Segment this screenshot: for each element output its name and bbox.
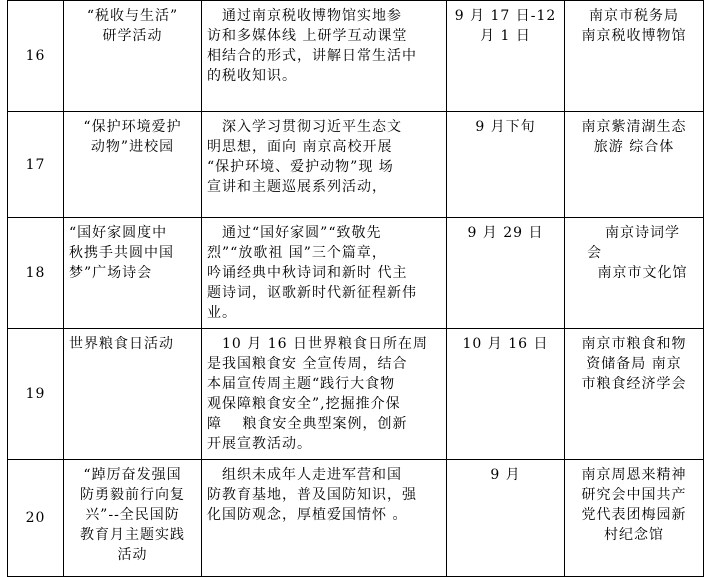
organizer: 南京周恩来精神 研究会中国共产 党代表团梅园新 村纪念馆 [565,460,704,577]
row-number: 19 [8,329,64,460]
table-row [8,329,704,460]
row-number: 20 [8,460,64,577]
table-row [8,460,704,577]
activity-date: 9 月 [447,460,565,577]
organizer: 南京市粮食和物 资储备局 南京 市粮食经济学会 [565,329,704,460]
activity-date: 9 月 17 日-12 月 1 日 [447,1,565,112]
row-number: 17 [8,112,64,218]
activity-date: 10 月 16 日 [447,329,565,460]
activity-date: 9 月 29 日 [447,218,565,329]
activity-name: “踔厉奋发强国 防勇毅前行向复 兴”--全民国防 教育月主题实践 活动 [64,460,202,577]
activity-description: 通过“国好家圆”“致敬先 烈”“放歌祖 国”三个篇章， 吟诵经典中秋诗词和新时 代主 题诗词，讴歌新时代新征程新伟 业。 [202,218,447,329]
table-row [8,1,704,112]
activity-name: “税收与生活” 研学活动 [64,1,202,112]
activity-name: “保护环境爱护 动物”进校园 [64,112,202,218]
activity-description: 组织未成年人走进军营和国 防教育基地，普及国防知识，强 化国防观念，厚植爱国情怀 。 [202,460,447,577]
activity-description: 通过南京税收博物馆实地参 访和多媒体线 上研学互动课堂 相结合的形式，讲解日常生活中 的税收知识。 [202,1,447,112]
row-number: 16 [8,1,64,112]
activity-date: 9 月下旬 [447,112,565,218]
activity-name: 世界粮食日活动 [64,329,202,460]
activity-table [7,0,704,577]
table-row [8,218,704,329]
activity-description: 10 月 16 日世界粮食日所在周 是我国粮食安 全宣传周，结合 本届宣传周主题“践行大食物 观保障粮食安全”,挖掘推介保 障 粮食安全典型案例，创新 开展宣教活动。 [202,329,447,460]
organizer: 南京紫清湖生态 旅游 综合体 [565,112,704,218]
activity-name: “国好家圆度中 秋携手共圆中国 梦”广场诗会 [64,218,202,329]
row-number: 18 [8,218,64,329]
activity-description: 深入学习贯彻习近平生态文 明思想，面向 南京高校开展 “保护环境、爱护动物”现 场 宣讲和主题巡展系列活动， [202,112,447,218]
organizer: 南京诗词学 会 南京市文化馆 [565,218,704,329]
table-row [8,112,704,218]
organizer: 南京市税务局 南京税收博物馆 [565,1,704,112]
